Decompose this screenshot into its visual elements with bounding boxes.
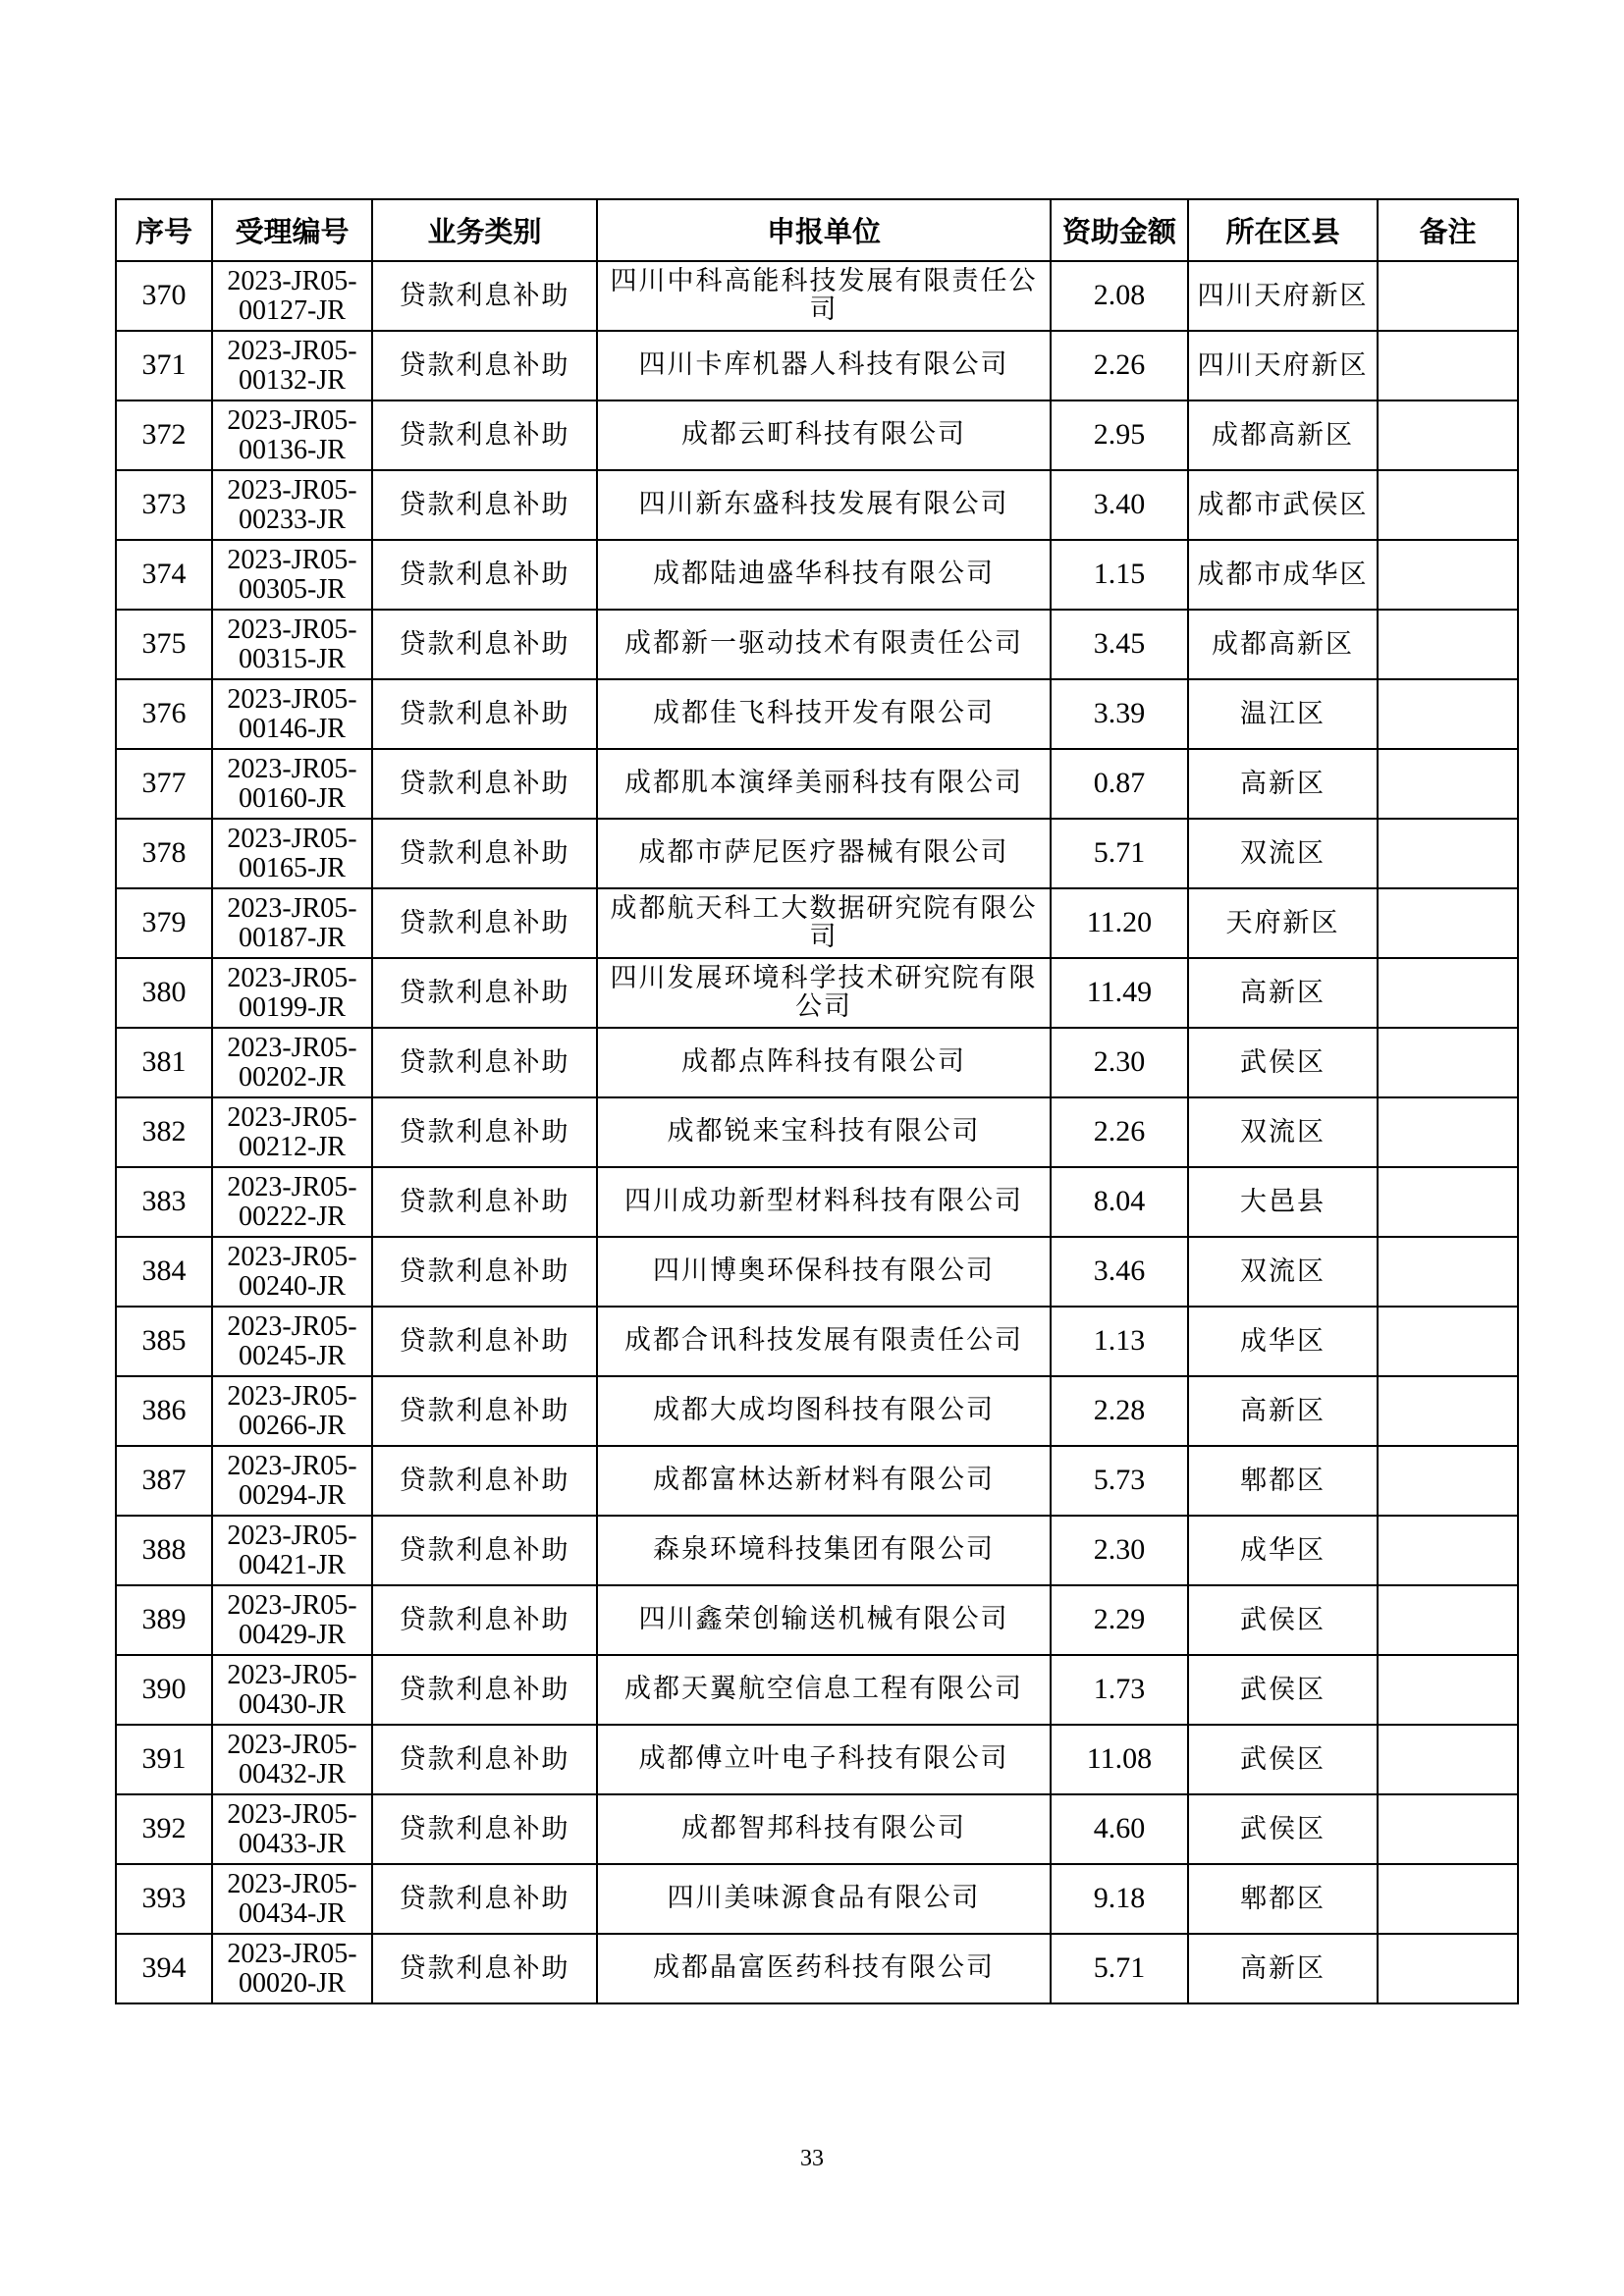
- cell-category: 贷款利息补助: [372, 1794, 597, 1864]
- page-number: 33: [800, 2146, 824, 2171]
- cell-no: 394: [116, 1934, 212, 2003]
- code-line-2: 00160-JR: [239, 782, 346, 814]
- cell-category: 贷款利息补助: [372, 749, 597, 819]
- cell-unit: 四川发展环境科学技术研究院有限公司: [597, 958, 1051, 1028]
- code-line-2: 00132-JR: [239, 364, 346, 396]
- cell-category: 贷款利息补助: [372, 1585, 597, 1655]
- cell-unit: 成都航天科工大数据研究院有限公司: [597, 888, 1051, 958]
- cell-unit: 成都天翼航空信息工程有限公司: [597, 1655, 1051, 1725]
- cell-category: 贷款利息补助: [372, 1028, 597, 1097]
- cell-no: 377: [116, 749, 212, 819]
- cell-unit: 森泉环境科技集团有限公司: [597, 1516, 1051, 1585]
- cell-unit: 成都富林达新材料有限公司: [597, 1446, 1051, 1516]
- code-line-2: 00222-JR: [239, 1201, 346, 1232]
- table-body: [116, 261, 1518, 2003]
- cell-amount: 1.73: [1051, 1655, 1188, 1725]
- cell-no: 385: [116, 1307, 212, 1376]
- cell-remark: [1378, 1097, 1518, 1167]
- cell-amount: 3.40: [1051, 470, 1188, 540]
- cell-district: 武侯区: [1188, 1655, 1378, 1725]
- cell-code: [212, 1097, 372, 1167]
- cell-no: 383: [116, 1167, 212, 1237]
- cell-no: 381: [116, 1028, 212, 1097]
- code-line-1: 2023-JR05-: [227, 1521, 357, 1552]
- funding-table: [115, 198, 1519, 2004]
- table-row: [116, 958, 1518, 1028]
- cell-code: [212, 1864, 372, 1934]
- table-row: [116, 1446, 1518, 1516]
- cell-remark: [1378, 1376, 1518, 1446]
- cell-unit: 成都肌本演绎美丽科技有限公司: [597, 749, 1051, 819]
- cell-no: 375: [116, 610, 212, 679]
- cell-no: 391: [116, 1725, 212, 1794]
- cell-code: [212, 1934, 372, 2003]
- cell-district: 天府新区: [1188, 888, 1378, 958]
- cell-code: [212, 470, 372, 540]
- table-row: [116, 610, 1518, 679]
- cell-unit: 成都大成均图科技有限公司: [597, 1376, 1051, 1446]
- cell-remark: [1378, 958, 1518, 1028]
- cell-district: 成华区: [1188, 1516, 1378, 1585]
- code-line-1: 2023-JR05-: [227, 1660, 357, 1691]
- cell-amount: 2.29: [1051, 1585, 1188, 1655]
- cell-district: 双流区: [1188, 1237, 1378, 1307]
- header-remark: 备注: [1378, 199, 1518, 261]
- cell-remark: [1378, 1028, 1518, 1097]
- code-line-1: 2023-JR05-: [227, 1451, 357, 1482]
- code-line-2: 00432-JR: [239, 1758, 346, 1789]
- cell-category: 贷款利息补助: [372, 1864, 597, 1934]
- cell-unit: 四川新东盛科技发展有限公司: [597, 470, 1051, 540]
- table-header-row: [116, 199, 1518, 261]
- code-line-2: 00187-JR: [239, 922, 346, 953]
- cell-code: [212, 1167, 372, 1237]
- table-row: [116, 1097, 1518, 1167]
- cell-unit: 成都锐来宝科技有限公司: [597, 1097, 1051, 1167]
- cell-remark: [1378, 1167, 1518, 1237]
- cell-no: 387: [116, 1446, 212, 1516]
- cell-category: 贷款利息补助: [372, 819, 597, 888]
- cell-category: 贷款利息补助: [372, 470, 597, 540]
- code-line-1: 2023-JR05-: [227, 1939, 357, 1970]
- cell-amount: 3.46: [1051, 1237, 1188, 1307]
- cell-district: 双流区: [1188, 819, 1378, 888]
- cell-no: 382: [116, 1097, 212, 1167]
- cell-code: [212, 958, 372, 1028]
- code-line-2: 00315-JR: [239, 643, 346, 674]
- header-category: 业务类别: [372, 199, 597, 261]
- code-line-2: 00202-JR: [239, 1061, 346, 1093]
- cell-district: 四川天府新区: [1188, 331, 1378, 400]
- cell-district: 四川天府新区: [1188, 261, 1378, 331]
- cell-remark: [1378, 1655, 1518, 1725]
- cell-district: 高新区: [1188, 958, 1378, 1028]
- cell-no: 378: [116, 819, 212, 888]
- code-line-2: 00212-JR: [239, 1131, 346, 1162]
- code-line-2: 00240-JR: [239, 1270, 346, 1302]
- table-row: [116, 819, 1518, 888]
- code-line-2: 00127-JR: [239, 294, 346, 326]
- cell-code: [212, 749, 372, 819]
- cell-category: 贷款利息补助: [372, 400, 597, 470]
- cell-code: [212, 888, 372, 958]
- cell-amount: 2.30: [1051, 1516, 1188, 1585]
- cell-district: 武侯区: [1188, 1725, 1378, 1794]
- cell-unit: 成都市萨尼医疗器械有限公司: [597, 819, 1051, 888]
- cell-category: 贷款利息补助: [372, 1237, 597, 1307]
- code-line-1: 2023-JR05-: [227, 266, 357, 297]
- cell-amount: 5.71: [1051, 819, 1188, 888]
- cell-remark: [1378, 1446, 1518, 1516]
- cell-amount: 11.49: [1051, 958, 1188, 1028]
- cell-category: 贷款利息补助: [372, 610, 597, 679]
- header-unit: 申报单位: [597, 199, 1051, 261]
- cell-district: 武侯区: [1188, 1794, 1378, 1864]
- cell-code: [212, 610, 372, 679]
- cell-amount: 3.39: [1051, 679, 1188, 749]
- cell-category: 贷款利息补助: [372, 888, 597, 958]
- cell-no: 392: [116, 1794, 212, 1864]
- cell-code: [212, 819, 372, 888]
- cell-code: [212, 400, 372, 470]
- cell-no: 371: [116, 331, 212, 400]
- cell-code: [212, 1794, 372, 1864]
- cell-district: 郫都区: [1188, 1864, 1378, 1934]
- table-row: [116, 540, 1518, 610]
- code-line-2: 00245-JR: [239, 1340, 346, 1371]
- cell-unit: 四川成功新型材料科技有限公司: [597, 1167, 1051, 1237]
- cell-category: 贷款利息补助: [372, 1934, 597, 2003]
- cell-code: [212, 540, 372, 610]
- code-line-1: 2023-JR05-: [227, 405, 357, 437]
- cell-amount: 5.73: [1051, 1446, 1188, 1516]
- cell-district: 成华区: [1188, 1307, 1378, 1376]
- code-line-2: 00199-JR: [239, 991, 346, 1023]
- code-line-2: 00430-JR: [239, 1688, 346, 1720]
- cell-no: 374: [116, 540, 212, 610]
- cell-district: 成都高新区: [1188, 400, 1378, 470]
- table-row: [116, 1028, 1518, 1097]
- cell-district: 大邑县: [1188, 1167, 1378, 1237]
- cell-remark: [1378, 1725, 1518, 1794]
- code-line-1: 2023-JR05-: [227, 1172, 357, 1203]
- cell-code: [212, 1585, 372, 1655]
- cell-amount: 2.08: [1051, 261, 1188, 331]
- table-row: [116, 1307, 1518, 1376]
- cell-code: [212, 1237, 372, 1307]
- cell-category: 贷款利息补助: [372, 1446, 597, 1516]
- code-line-2: 00233-JR: [239, 504, 346, 535]
- cell-code: [212, 1446, 372, 1516]
- cell-code: [212, 331, 372, 400]
- cell-unit: 成都点阵科技有限公司: [597, 1028, 1051, 1097]
- table-row: [116, 470, 1518, 540]
- cell-district: 高新区: [1188, 1376, 1378, 1446]
- code-line-2: 00305-JR: [239, 573, 346, 605]
- cell-district: 成都市成华区: [1188, 540, 1378, 610]
- table-row: [116, 1167, 1518, 1237]
- cell-code: [212, 1655, 372, 1725]
- cell-no: 393: [116, 1864, 212, 1934]
- cell-remark: [1378, 679, 1518, 749]
- cell-code: [212, 1725, 372, 1794]
- cell-unit: 成都新一驱动技术有限责任公司: [597, 610, 1051, 679]
- cell-amount: 5.71: [1051, 1934, 1188, 2003]
- cell-remark: [1378, 610, 1518, 679]
- cell-category: 贷款利息补助: [372, 1725, 597, 1794]
- table-row: [116, 1934, 1518, 2003]
- code-line-1: 2023-JR05-: [227, 1102, 357, 1134]
- cell-amount: 2.26: [1051, 1097, 1188, 1167]
- code-line-1: 2023-JR05-: [227, 684, 357, 716]
- code-line-1: 2023-JR05-: [227, 893, 357, 925]
- cell-unit: 成都陆迪盛华科技有限公司: [597, 540, 1051, 610]
- code-line-2: 00146-JR: [239, 713, 346, 744]
- cell-district: 郫都区: [1188, 1446, 1378, 1516]
- cell-amount: 9.18: [1051, 1864, 1188, 1934]
- cell-code: [212, 1516, 372, 1585]
- cell-amount: 2.26: [1051, 331, 1188, 400]
- cell-remark: [1378, 1864, 1518, 1934]
- cell-remark: [1378, 1585, 1518, 1655]
- cell-unit: 四川博奥环保科技有限公司: [597, 1237, 1051, 1307]
- code-line-1: 2023-JR05-: [227, 754, 357, 785]
- cell-district: 高新区: [1188, 749, 1378, 819]
- cell-amount: 2.28: [1051, 1376, 1188, 1446]
- cell-remark: [1378, 749, 1518, 819]
- table-row: [116, 679, 1518, 749]
- code-line-1: 2023-JR05-: [227, 1730, 357, 1761]
- cell-remark: [1378, 1237, 1518, 1307]
- cell-amount: 0.87: [1051, 749, 1188, 819]
- cell-remark: [1378, 1934, 1518, 2003]
- cell-remark: [1378, 819, 1518, 888]
- header-amount: 资助金额: [1051, 199, 1188, 261]
- table-row: [116, 1516, 1518, 1585]
- table-row: [116, 888, 1518, 958]
- code-line-1: 2023-JR05-: [227, 963, 357, 994]
- cell-category: 贷款利息补助: [372, 540, 597, 610]
- table-row: [116, 1725, 1518, 1794]
- cell-category: 贷款利息补助: [372, 261, 597, 331]
- cell-remark: [1378, 1307, 1518, 1376]
- table-row: [116, 1794, 1518, 1864]
- cell-district: 武侯区: [1188, 1585, 1378, 1655]
- cell-amount: 4.60: [1051, 1794, 1188, 1864]
- cell-no: 370: [116, 261, 212, 331]
- cell-remark: [1378, 331, 1518, 400]
- cell-district: 双流区: [1188, 1097, 1378, 1167]
- code-line-1: 2023-JR05-: [227, 1799, 357, 1831]
- code-line-1: 2023-JR05-: [227, 1869, 357, 1900]
- cell-unit: 成都云町科技有限公司: [597, 400, 1051, 470]
- cell-remark: [1378, 888, 1518, 958]
- cell-unit: 四川美味源食品有限公司: [597, 1864, 1051, 1934]
- cell-amount: 1.15: [1051, 540, 1188, 610]
- code-line-1: 2023-JR05-: [227, 1033, 357, 1064]
- table-row: [116, 261, 1518, 331]
- cell-unit: 成都晶富医药科技有限公司: [597, 1934, 1051, 2003]
- cell-amount: 2.30: [1051, 1028, 1188, 1097]
- cell-code: [212, 1028, 372, 1097]
- code-line-1: 2023-JR05-: [227, 614, 357, 646]
- cell-code: [212, 1307, 372, 1376]
- cell-no: 386: [116, 1376, 212, 1446]
- cell-no: 384: [116, 1237, 212, 1307]
- cell-amount: 2.95: [1051, 400, 1188, 470]
- table-row: [116, 400, 1518, 470]
- header-district: 所在区县: [1188, 199, 1378, 261]
- code-line-2: 00434-JR: [239, 1897, 346, 1929]
- table-row: [116, 1237, 1518, 1307]
- cell-amount: 1.13: [1051, 1307, 1188, 1376]
- cell-remark: [1378, 261, 1518, 331]
- cell-category: 贷款利息补助: [372, 679, 597, 749]
- header-code: 受理编号: [212, 199, 372, 261]
- cell-unit: 四川中科高能科技发展有限责任公司: [597, 261, 1051, 331]
- cell-code: [212, 261, 372, 331]
- cell-category: 贷款利息补助: [372, 1376, 597, 1446]
- cell-remark: [1378, 540, 1518, 610]
- code-line-2: 00020-JR: [239, 1967, 346, 1999]
- code-line-2: 00433-JR: [239, 1828, 346, 1859]
- cell-unit: 成都合讯科技发展有限责任公司: [597, 1307, 1051, 1376]
- code-line-2: 00294-JR: [239, 1479, 346, 1511]
- cell-category: 贷款利息补助: [372, 1516, 597, 1585]
- cell-category: 贷款利息补助: [372, 958, 597, 1028]
- cell-district: 温江区: [1188, 679, 1378, 749]
- cell-no: 380: [116, 958, 212, 1028]
- cell-district: 成都高新区: [1188, 610, 1378, 679]
- cell-district: 高新区: [1188, 1934, 1378, 2003]
- cell-amount: 8.04: [1051, 1167, 1188, 1237]
- cell-category: 贷款利息补助: [372, 1655, 597, 1725]
- cell-no: 376: [116, 679, 212, 749]
- cell-unit: 四川卡库机器人科技有限公司: [597, 331, 1051, 400]
- cell-amount: 11.20: [1051, 888, 1188, 958]
- cell-remark: [1378, 1516, 1518, 1585]
- cell-category: 贷款利息补助: [372, 1097, 597, 1167]
- table-row: [116, 1376, 1518, 1446]
- header-no: 序号: [116, 199, 212, 261]
- cell-amount: 3.45: [1051, 610, 1188, 679]
- cell-remark: [1378, 400, 1518, 470]
- table-row: [116, 331, 1518, 400]
- table-row: [116, 749, 1518, 819]
- cell-category: 贷款利息补助: [372, 331, 597, 400]
- cell-unit: 四川鑫荣创输送机械有限公司: [597, 1585, 1051, 1655]
- cell-no: 388: [116, 1516, 212, 1585]
- code-line-2: 00421-JR: [239, 1549, 346, 1580]
- cell-code: [212, 679, 372, 749]
- code-line-2: 00429-JR: [239, 1619, 346, 1650]
- cell-code: [212, 1376, 372, 1446]
- cell-no: 373: [116, 470, 212, 540]
- code-line-2: 00266-JR: [239, 1410, 346, 1441]
- cell-unit: 成都傅立叶电子科技有限公司: [597, 1725, 1051, 1794]
- code-line-1: 2023-JR05-: [227, 475, 357, 507]
- cell-district: 武侯区: [1188, 1028, 1378, 1097]
- cell-unit: 成都智邦科技有限公司: [597, 1794, 1051, 1864]
- cell-remark: [1378, 1794, 1518, 1864]
- code-line-1: 2023-JR05-: [227, 336, 357, 367]
- code-line-1: 2023-JR05-: [227, 545, 357, 576]
- table-row: [116, 1655, 1518, 1725]
- cell-amount: 11.08: [1051, 1725, 1188, 1794]
- table-row: [116, 1864, 1518, 1934]
- cell-district: 成都市武侯区: [1188, 470, 1378, 540]
- cell-category: 贷款利息补助: [372, 1307, 597, 1376]
- cell-no: 372: [116, 400, 212, 470]
- cell-no: 389: [116, 1585, 212, 1655]
- code-line-2: 00136-JR: [239, 434, 346, 465]
- cell-category: 贷款利息补助: [372, 1167, 597, 1237]
- code-line-1: 2023-JR05-: [227, 824, 357, 855]
- code-line-1: 2023-JR05-: [227, 1242, 357, 1273]
- cell-no: 379: [116, 888, 212, 958]
- table-row: [116, 1585, 1518, 1655]
- cell-unit: 成都佳飞科技开发有限公司: [597, 679, 1051, 749]
- cell-no: 390: [116, 1655, 212, 1725]
- code-line-1: 2023-JR05-: [227, 1590, 357, 1622]
- code-line-2: 00165-JR: [239, 852, 346, 883]
- code-line-1: 2023-JR05-: [227, 1311, 357, 1343]
- cell-remark: [1378, 470, 1518, 540]
- code-line-1: 2023-JR05-: [227, 1381, 357, 1413]
